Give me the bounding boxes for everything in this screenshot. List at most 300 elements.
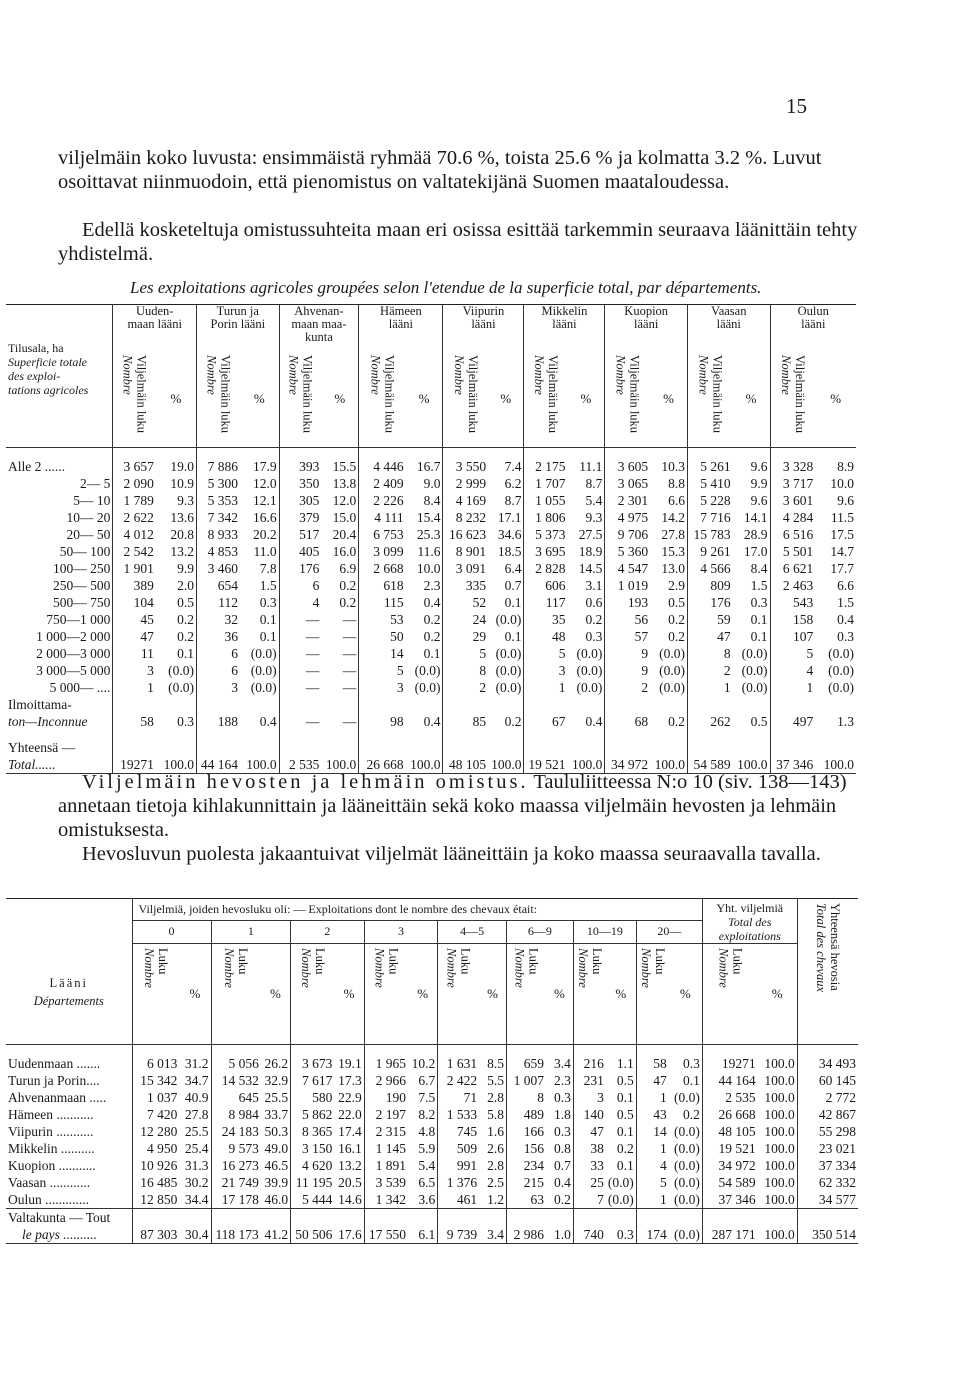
percent-cell: 0.1 [683,1072,700,1088]
empty-cell [546,1209,573,1227]
row-label: 5 000— .... [6,679,113,696]
table1-caption: Les exploitations agricoles groupées selon l'etendue de la superficie total, par départements. [130,278,762,297]
table-row [6,1174,858,1191]
count-cell: 517 [279,526,321,543]
percent-cell: 0.4 [837,611,854,627]
count-cell: 29 [443,628,488,645]
count-cell: 4 284 [770,509,815,526]
percent-cell: (0.0) [168,679,194,695]
empty-cell [815,730,856,756]
count-label: Luku [652,948,667,975]
count-cell: 2 535 [279,756,321,774]
region-header: Oulun lääni [770,305,856,352]
percent-cell: 13.8 [332,475,357,491]
percent-cell: (0.0) [674,1157,700,1173]
empty-cell [240,730,279,756]
percent-cell: 5.8 [487,1106,504,1122]
percent-cell: 27.8 [184,1106,209,1122]
percent-cell: 0.1 [750,628,768,644]
count-cell: 5 501 [770,543,815,560]
row-label: Oulun ............. [6,1191,132,1209]
count-cell: 140 [573,1106,606,1123]
empty-cell [443,696,488,713]
percent-cell: 0.7 [554,1157,571,1173]
count-column-header [359,351,406,448]
percent-cell: 100.0 [764,1089,795,1105]
region-header: Uuden- maan lääni [113,305,197,352]
percent-cell: 28.9 [743,526,768,542]
percent-column-header: % [408,944,438,1045]
count-cell: 48 105 [443,756,488,774]
count-cell: 2 535 [702,1089,757,1106]
percent-column-header: % [606,944,636,1045]
count-cell: 11 [113,645,156,662]
count-cell: 645 [211,1089,261,1106]
empty-cell [479,1209,506,1227]
table-row [6,645,856,662]
percent-cell: 16.7 [416,458,441,474]
count-cell: 16 273 [211,1157,261,1174]
intro-paragraph-1: viljelmäin koko luvusta: ensimmäistä ryhmää 70.6 %, toista 25.6 % ja kolmatta 3.2 %. Luvut osoittavat niinmuodoin, että pienomistus on valtatekijänä Suomen maataloudessa. [58,147,822,193]
count-label: Viljelmäin luku [627,355,642,434]
percent-cell: 30.2 [184,1174,209,1190]
count-cell: 19 521 [702,1140,757,1157]
count-cell: 58 [636,1045,669,1073]
count-cell: 158 [770,611,815,628]
count-cell: 118 173 [211,1226,261,1244]
percent-cell: 10.0 [830,475,854,491]
count-cell: 4 [636,1157,669,1174]
percent-column-header: % [745,391,757,406]
count-cell: 38 [573,1140,606,1157]
count-cell: 991 [438,1157,479,1174]
row-label: 2— 5 [6,475,113,492]
percent-cell: 0.2 [668,713,685,729]
count-cell: 5 [770,645,815,662]
percent-cell: 2.6 [487,1140,504,1156]
count-cell: 5 [636,1174,669,1191]
count-cell: 809 [687,577,732,594]
count-cell: 6 [197,645,241,662]
count-cell: 654 [197,577,241,594]
table-row [6,1157,858,1174]
count-cell: 8 984 [211,1106,261,1123]
percent-cell: (0.0) [250,645,277,661]
count-cell: 8 901 [443,543,488,560]
count-label-fr: Nombre [512,948,527,988]
count-cell: 543 [770,594,815,611]
percent-cell: 6.4 [504,560,522,576]
count-cell: 606 [524,577,568,594]
percent-cell: 100.0 [156,756,197,774]
table-row [6,1072,858,1089]
count-cell: 1 789 [113,492,156,509]
count-label-fr: Nombre [120,355,135,395]
table-row [6,577,856,594]
horses-cell: 42 867 [797,1106,858,1123]
count-cell: 7 886 [197,448,241,476]
count-cell: 188 [197,713,241,730]
count-cell: 405 [279,543,321,560]
percent-cell: (0.0) [495,611,522,627]
count-column-header [687,351,732,448]
empty-cell [321,696,358,713]
count-cell: 19271 [113,756,156,774]
horse-class-header: 3 [364,920,438,943]
count-cell: 7 342 [197,509,241,526]
percent-cell: 4.8 [418,1123,436,1139]
percent-cell: 0.3 [750,594,768,610]
count-cell: 287 171 [702,1226,757,1244]
count-cell: 8 [506,1089,546,1106]
percent-cell: — [342,645,357,661]
count-cell: 5 410 [687,475,732,492]
percent-cell: 0.5 [616,1106,634,1122]
percent-cell: 100.0 [406,756,443,774]
horses-cell: 23 021 [797,1140,858,1157]
percent-cell: 0.4 [554,1174,571,1190]
count-cell: 7 [573,1191,606,1209]
empty-cell [606,1209,636,1227]
percent-cell: 18.9 [578,543,603,559]
empty-cell [291,1209,335,1227]
count-cell: 3 717 [770,475,815,492]
count-cell: 7 420 [132,1106,179,1123]
count-cell: 7 617 [291,1072,335,1089]
row-label: 50— 100 [6,543,113,560]
empty-cell [506,1209,546,1227]
percent-cell: 14.7 [830,543,854,559]
percent-cell: 13.2 [338,1157,362,1173]
count-cell: 497 [770,713,815,730]
count-cell: 1 965 [364,1045,408,1073]
empty-cell [815,696,856,713]
count-cell: 1 [636,1191,669,1209]
percent-cell: 16.6 [252,509,277,525]
count-cell: 5 360 [605,543,650,560]
count-cell: 104 [113,594,156,611]
empty-cell [758,1209,798,1227]
count-cell: 379 [279,509,321,526]
count-cell: 580 [291,1089,335,1106]
percent-cell: 17.3 [338,1072,362,1088]
count-cell: 1 [113,679,156,696]
percent-cell: 1.2 [487,1191,504,1207]
empty-cell [524,696,568,713]
count-cell: 53 [359,611,406,628]
count-cell: 26 668 [359,756,406,774]
percent-cell: 1.5 [837,594,854,610]
count-cell: 71 [438,1089,479,1106]
count-label: Luku [236,948,251,975]
count-cell: 1 [636,1089,669,1106]
count-cell: 50 [359,628,406,645]
percent-cell: 20.8 [170,526,194,542]
percent-cell: 0.5 [668,594,685,610]
count-cell: 4 620 [291,1157,335,1174]
percent-cell: 39.9 [264,1174,289,1190]
empty-cell [605,730,650,756]
percent-cell: (0.0) [659,645,685,661]
count-cell: 15 342 [132,1072,179,1089]
count-cell: 2 422 [438,1072,479,1089]
percent-cell: 100.0 [764,1140,795,1156]
percent-cell: 27.5 [578,526,603,542]
percent-cell: 49.0 [264,1140,289,1156]
percent-cell: (0.0) [674,1140,700,1156]
percent-cell: 100.0 [733,756,770,774]
percent-cell: 100.0 [764,1123,795,1139]
empty-cell [770,696,815,713]
count-cell: 2 542 [113,543,156,560]
count-cell: 5 373 [524,526,568,543]
empty-cell [488,696,524,713]
count-cell: 85 [443,713,488,730]
count-cell: 87 303 [132,1226,179,1244]
percent-cell: 9.3 [585,509,603,525]
percent-cell: 0.5 [177,594,194,610]
region-header: Viipurin lääni [443,305,524,352]
region-header: Vaasan lääni [687,305,770,352]
count-cell: 47 [113,628,156,645]
count-cell: 2 828 [524,560,568,577]
percent-cell: 15.4 [416,509,441,525]
percent-cell: 6.6 [668,492,685,508]
percent-cell: 5.4 [585,492,603,508]
region-header: Mikkelin lääni [524,305,605,352]
empty-cell [321,730,358,756]
percent-cell: (0.0) [674,1174,700,1190]
count-label: Luku [526,948,541,975]
count-cell: 19271 [702,1045,757,1073]
percent-cell: 100.0 [764,1055,795,1071]
table-row [6,594,856,611]
row-label: Uudenmaan ....... [6,1045,132,1073]
percent-cell: 0.1 [750,611,768,627]
empty-cell [364,1209,408,1227]
percent-cell: 9.9 [177,560,194,576]
count-cell: 57 [605,628,650,645]
percent-cell: 34.7 [184,1072,209,1088]
count-cell: 10 926 [132,1157,179,1174]
count-cell: 12 850 [132,1191,179,1209]
total-farms-header [702,899,797,944]
percent-cell: 100.0 [758,1226,798,1244]
count-cell: 1 342 [364,1191,408,1209]
count-cell: 350 [279,475,321,492]
percent-cell: 9.6 [750,458,768,474]
stub-label-fr-2: des exploi- [8,369,61,383]
table-row-total-label [6,730,856,756]
count-cell: 2 463 [770,577,815,594]
count-label: Luku [730,948,745,975]
horse-class-header: 4—5 [438,920,507,943]
percent-column-header: % [580,391,592,406]
count-cell: 32 [197,611,241,628]
section-paragraph-1 [58,770,858,842]
count-cell: 117 [524,594,568,611]
count-cell: 7 716 [687,509,732,526]
percent-cell: 0.7 [504,577,522,593]
percent-cell: (0.0) [674,1191,700,1207]
count-cell: — [279,662,321,679]
empty-cell [334,1209,364,1227]
count-cell: 335 [443,577,488,594]
percent-cell: 100.0 [650,756,687,774]
count-cell: 26 668 [702,1106,757,1123]
percent-cell: 9.9 [750,475,768,491]
percent-cell: 14.6 [338,1191,362,1207]
count-cell: 2 966 [364,1072,408,1089]
percent-cell: 0.8 [554,1140,571,1156]
percent-cell: 14.1 [743,509,768,525]
row-label: Total...... [6,756,113,774]
percent-cell: — [342,611,357,627]
percent-cell: 34.4 [184,1191,209,1207]
count-cell: 17 178 [211,1191,261,1209]
count-cell: 4 566 [687,560,732,577]
percent-cell: (0.0) [250,679,277,695]
empty-cell [279,730,321,756]
empty-cell [488,730,524,756]
count-cell: 6 621 [770,560,815,577]
count-cell: 1 [687,679,732,696]
count-cell: 2 [605,679,650,696]
percent-cell: 31.2 [184,1055,209,1071]
count-column-header [524,351,568,448]
percent-cell: 2.3 [554,1072,571,1088]
count-cell: 34 972 [605,756,650,774]
count-cell: 1 [524,679,568,696]
percent-cell: 25.5 [264,1089,289,1105]
table-row [6,492,856,509]
percent-cell: 41.2 [261,1226,291,1244]
row-label: 100— 250 [6,560,113,577]
row-label: 500— 750 [6,594,113,611]
percent-cell: 0.1 [259,628,277,644]
count-cell: 5 862 [291,1106,335,1123]
percent-cell: 34.6 [497,526,522,542]
percent-cell: 6.7 [418,1072,436,1088]
count-cell: 176 [279,560,321,577]
count-column-header [291,944,335,1045]
count-cell: 47 [573,1123,606,1140]
count-cell: 8 933 [197,526,241,543]
count-column-header [605,351,650,448]
count-cell: 14 [636,1123,669,1140]
percent-cell: 0.2 [339,577,357,593]
count-cell: 489 [506,1106,546,1123]
empty-cell [702,1209,757,1227]
percent-cell: 1.5 [259,577,277,593]
percent-cell: 0.3 [683,1055,700,1071]
count-label-fr: Nombre [778,355,793,395]
count-cell: 4 111 [359,509,406,526]
percent-cell: (0.0) [828,662,854,678]
count-cell: 3 460 [197,560,241,577]
percent-cell: 17.9 [252,458,277,474]
count-cell: 393 [279,448,321,476]
total-farms-label-fr: Total des [728,915,772,929]
count-cell: 6 [279,577,321,594]
percent-column-header: % [479,944,506,1045]
horses-cell: 34 577 [797,1191,858,1209]
count-label-fr: Nombre [716,948,731,988]
horses-cell: 350 514 [797,1226,858,1244]
percent-cell: 6.5 [418,1174,436,1190]
percent-cell: 0.1 [616,1123,634,1139]
count-cell: 43 [636,1106,669,1123]
count-cell: 24 183 [211,1123,261,1140]
percent-cell: 10.0 [416,560,441,576]
stub-lääni: Lääni [49,975,88,990]
row-label: Yhteensä — [6,730,113,756]
count-cell: 3 [359,679,406,696]
horse-class-header: 0 [132,920,211,943]
percent-cell: 13.0 [661,560,685,576]
percent-cell: 0.1 [504,628,522,644]
percent-cell: 9.6 [750,492,768,508]
percent-cell: 0.4 [585,713,603,729]
count-cell: 8 232 [443,509,488,526]
percent-column-header: % [758,944,798,1045]
count-cell: 6 013 [132,1045,179,1073]
percent-cell: 1.6 [487,1123,504,1139]
percent-cell: 0.1 [616,1157,634,1173]
percent-cell: 0.3 [606,1226,636,1244]
percent-cell: 8.8 [668,475,685,491]
empty-cell [156,730,197,756]
percent-column-header: % [334,944,364,1045]
percent-cell: 100.0 [764,1106,795,1122]
count-cell: 48 [524,628,568,645]
percent-column-header: % [334,391,346,406]
empty-cell [279,696,321,713]
percent-cell: 100.0 [764,1174,795,1190]
count-cell: 1 631 [438,1045,479,1073]
count-label-fr: Nombre [222,948,237,988]
percent-cell: 2.5 [487,1174,504,1190]
table-row [6,1106,858,1123]
percent-cell: (0.0) [659,679,685,695]
empty-cell [687,730,732,756]
percent-cell: 100.0 [815,756,856,774]
count-cell: 47 [636,1072,669,1089]
count-cell: 215 [506,1174,546,1191]
count-column-header [770,351,815,448]
table-row [6,1123,858,1140]
count-cell: 3 150 [291,1140,335,1157]
empty-cell [733,730,770,756]
percent-cell: 0.1 [259,611,277,627]
percent-cell: (0.0) [659,662,685,678]
percent-cell: 1.3 [837,713,854,729]
percent-column-header: % [546,944,573,1045]
percent-cell: 6.9 [339,560,357,576]
row-label: 1 000—2 000 [6,628,113,645]
percent-cell: 0.2 [683,1106,700,1122]
row-label: 10— 20 [6,509,113,526]
count-column-header [197,351,241,448]
count-cell: 37 346 [702,1191,757,1209]
table-row [6,560,856,577]
count-column-header [113,351,156,448]
count-cell: 2 315 [364,1123,408,1140]
empty-cell [733,696,770,713]
percent-cell: (0.0) [414,662,441,678]
count-cell: 5 261 [687,448,732,476]
count-cell: 1 037 [132,1089,179,1106]
